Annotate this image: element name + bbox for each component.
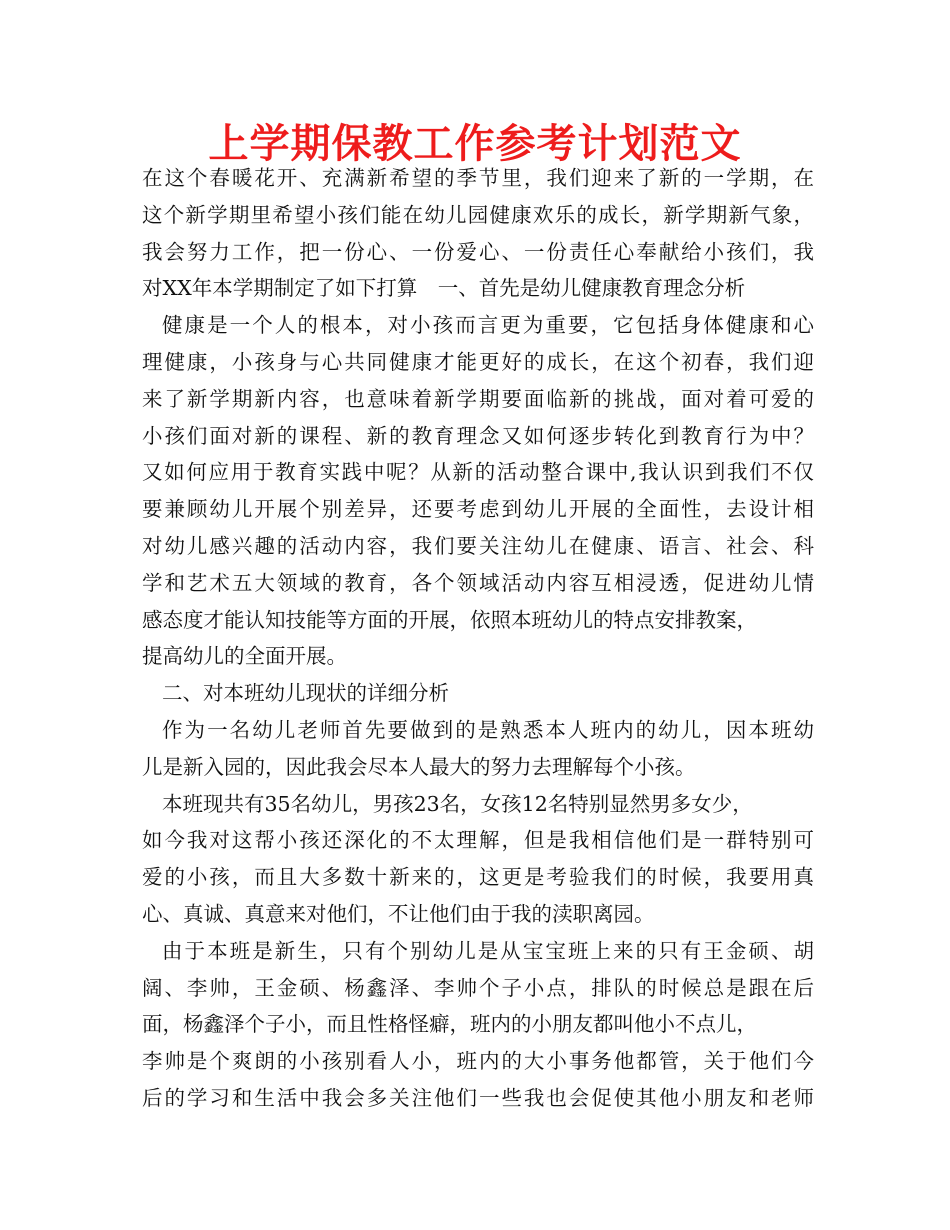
text-line: 健康是一个人的根本，对小孩而言更为重要，它包括身体健康和心: [162, 313, 814, 338]
text-line: 作为一名幼儿老师首先要做到的是熟悉本人班内的幼儿，因本班幼: [162, 717, 814, 742]
text-line: 感态度才能认知技能等方面的开展，依照本班幼儿的特点安排教案，: [142, 607, 757, 632]
text-line: 由于本班是新生，只有个别幼儿是从宝宝班上来的只有王金硕、胡: [162, 938, 814, 963]
text-line: 小孩们面对新的课程、新的教育理念又如何逐步转化到教育行为中？: [142, 423, 814, 448]
document-body: [142, 160, 814, 1117]
document-title: 上学期保教工作参考计划范文: [208, 120, 742, 167]
text-line: 对幼儿感兴趣的活动内容，我们要关注幼儿在健康、语言、社会、科: [142, 533, 814, 558]
text-line: 李帅是个爽朗的小孩别看人小，班内的大小事务他都管，关于他们今: [142, 1049, 814, 1074]
text-line: 我会努力工作，把一份心、一份爱心、一份责任心奉献给小孩们，我: [142, 239, 814, 264]
text-line: 爱的小孩，而且大多数十新来的，这更是考验我们的时候，我要用真: [142, 865, 814, 890]
text-line: 儿是新入园的，因此我会尽本人最大的努力去理解每个小孩。: [142, 754, 696, 779]
text-line: 心、真诚、真意来对他们，不让他们由于我的渎职离园。: [142, 901, 655, 926]
text-line: 要兼顾幼儿开展个别差异，还要考虑到幼儿开展的全面性，去设计相: [142, 497, 814, 522]
text-line: 提高幼儿的全面开展。: [142, 644, 347, 669]
text-line: 学和艺术五大领域的教育，各个领域活动内容互相浸透，促进幼儿情: [142, 570, 814, 595]
text-line: 如今我对这帮小孩还深化的不太理解，但是我相信他们是一群特别可: [142, 828, 814, 853]
text-line: 在这个春暖花开、充满新希望的季节里，我们迎来了新的一学期，在: [142, 166, 814, 190]
text-line: 这个新学期里希望小孩们能在幼儿园健康欢乐的成长，新学期新气象，: [142, 202, 814, 227]
section-heading: 二、对本班幼儿现状的详细分析: [162, 681, 449, 706]
text-line: 理健康，小孩身与心共同健康才能更好的成长，在这个初春，我们迎: [142, 349, 814, 374]
text-line: 面，杨鑫泽个子小，而且性格怪癖，班内的小朋友都叫他小不点儿，: [142, 1012, 757, 1037]
text-line: 又如何应用于教育实践中呢？从新的活动整合课中,我认识到我们不仅: [142, 460, 814, 485]
text-line: 后的学习和生活中我会多关注他们一些我也会促使其他小朋友和老师: [142, 1085, 814, 1110]
text-line: 阔、李帅，王金硕、杨鑫泽、李帅个子小点，排队的时候总是跟在后: [142, 975, 814, 1000]
text-line: 对XX年本学期制定了如下打算 一、首先是幼儿健康教育理念分析: [142, 276, 746, 301]
text-line: 来了新学期新内容，也意味着新学期要面临新的挑战，面对着可爱的: [142, 386, 814, 411]
text-line: 本班现共有35名幼儿，男孩23名，女孩12名特别显然男多女少，: [162, 791, 753, 816]
